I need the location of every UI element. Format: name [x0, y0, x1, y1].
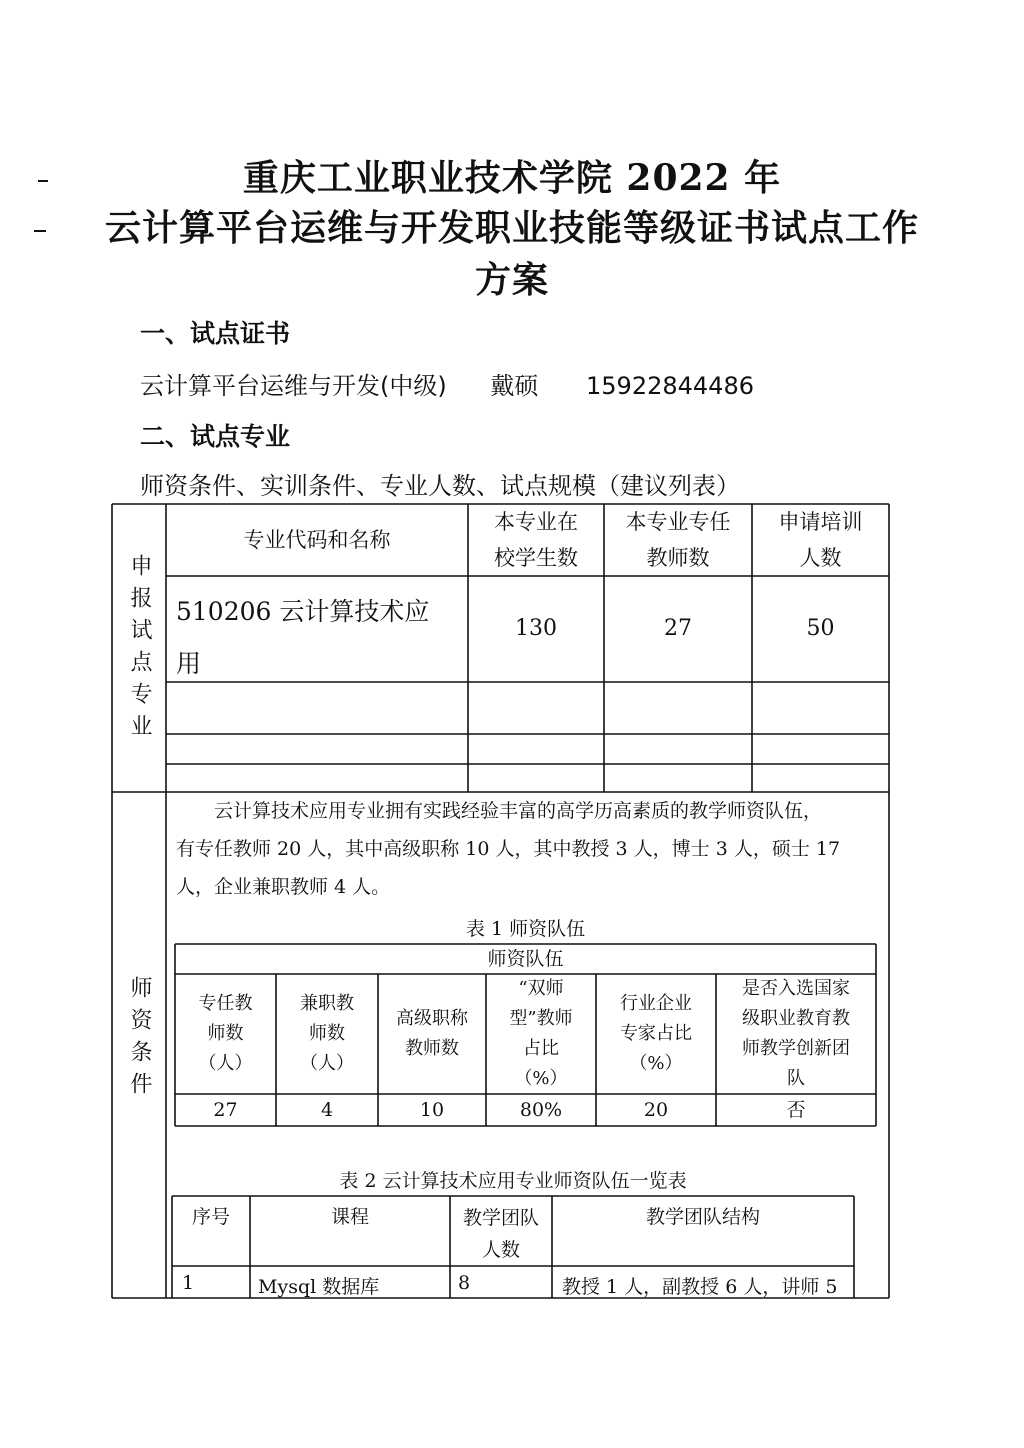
t2-row1-no: 1 — [182, 1272, 195, 1294]
t1-header-national-team: 是否入选国家 级职业教育教 师教学创新团 队 — [742, 978, 850, 1089]
header-trainees-count: 申请培训 人数 — [778, 510, 863, 570]
certificate-name: 云计算平台运维与开发(中级) — [140, 372, 447, 400]
t1-value-senior: 10 — [419, 1099, 445, 1121]
table1-group-header: 师资队伍 — [487, 948, 564, 970]
t2-header-structure: 教学团队结构 — [645, 1206, 760, 1228]
t1-value-industry: 20 — [643, 1099, 669, 1121]
teachers-value: 27 — [664, 616, 692, 641]
contact-phone: 15922844486 — [586, 372, 754, 400]
t1-value-parttime: 4 — [320, 1099, 334, 1121]
header-students-count: 本专业在 校学生数 — [494, 510, 578, 570]
section1-heading: 一、试点证书 — [140, 319, 291, 348]
contact-name: 戴硕 — [490, 372, 539, 400]
t2-row1-count: 8 — [458, 1272, 471, 1294]
apply-side-label: 申报试点专业 — [127, 554, 152, 746]
title-line-1: 重庆工业职业技术学院 2022 年 — [242, 157, 782, 199]
title-line-3: 方案 — [474, 259, 549, 301]
t1-header-industry: 行业企业 专家占比 （%） — [620, 993, 692, 1074]
t2-header-no: 序号 — [191, 1206, 230, 1228]
t1-value-dual: 80% — [519, 1099, 563, 1121]
t1-value-national-team: 否 — [786, 1099, 806, 1121]
major-name-cell: 510206 云计算技术应 用 — [176, 597, 430, 678]
table1-caption: 表 1 师资队伍 — [465, 918, 586, 940]
faculty-paragraph: 云计算技术应用专业拥有实践经验丰富的高学历高素质的教学师资队伍， 有专任教师 20 人，其中高级职称 10 人，其中教授 3 人，博士 3 人，硕士 17 人，企业兼职教师 4 人。 — [176, 800, 841, 898]
section2-heading: 二、试点专业 — [140, 422, 291, 451]
t1-header-senior: 高级职称 教师数 — [396, 1008, 468, 1059]
header-teachers-count: 本专业专任 教师数 — [625, 510, 731, 570]
title-line-2: 云计算平台运维与开发职业技能等级证书试点工作 — [104, 207, 919, 249]
faculty-side-label: 师资条件 — [127, 976, 152, 1104]
students-value: 130 — [515, 616, 557, 641]
t1-header-fulltime: 专任教 师数 （人） — [198, 993, 253, 1074]
t1-header-parttime: 兼职教 师数 （人） — [300, 993, 354, 1074]
table2-caption: 表 2 云计算技术应用专业师资队伍一览表 — [339, 1170, 687, 1192]
t1-header-dual: “双师 型”教师 占比 （%） — [509, 978, 573, 1089]
header-major-code-name: 专业代码和名称 — [243, 528, 391, 552]
t2-header-team-count: 教学团队 人数 — [462, 1207, 539, 1261]
section2-intro: 师资条件、实训条件、专业人数、试点规模（建议列表） — [140, 472, 740, 500]
t1-value-fulltime: 27 — [213, 1099, 238, 1121]
t2-row1-course: Mysql 数据库 — [258, 1276, 380, 1298]
t2-header-course: 课程 — [330, 1206, 369, 1228]
trainees-value: 50 — [806, 616, 835, 641]
t2-row1-structure: 教授 1 人，副教授 6 人，讲师 5 — [562, 1276, 838, 1298]
